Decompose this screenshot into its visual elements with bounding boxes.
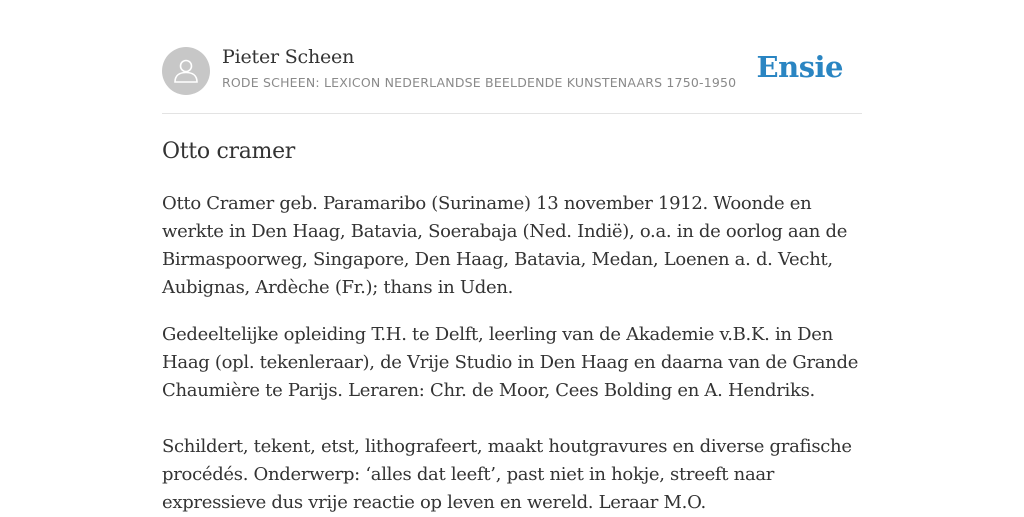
article-paragraph: Schildert, tekent, etst, lithografeert, maakt houtgravures en diverse grafische procédés. Onderwerp: ‘alles dat leeft’, past niet in hokje, streeft naar expressieve dus vrije reactie op leven en wereld. Leraar M.O. xyxy=(162,436,852,513)
article-paragraph: Otto Cramer geb. Paramaribo (Suriname) 13 november 1912. Woonde en werkte in Den Haag, Batavia, Soerabaja (Ned. Indië), o.a. in de oorlog aan de Birmaspoorweg, Singapore, Den Haag, Batavia, Medan, Loenen a. d. Vecht, Aubignas, Ardèche (Fr.); thans in Uden. xyxy=(162,193,848,298)
page-title: Otto cramer xyxy=(162,139,296,164)
source-title[interactable]: RODE SCHEEN: LEXICON NEDERLANDSE BEELDENDE KUNSTENAARS 1750-1950 xyxy=(222,75,737,90)
article-paragraph: Gedeeltelijke opleiding T.H. te Delft, leerling van de Akademie v.B.K. in Den Haag (opl. tekenleraar), de Vrije Studio in Den Haag en daarna van de Grande Chaumière te Parijs. Leraren: Chr. de Moor, Cees Bolding en A. Hendriks. xyxy=(162,324,859,401)
avatar[interactable] xyxy=(162,47,210,95)
brand-logo[interactable]: Ensie xyxy=(756,50,843,84)
page-container xyxy=(162,0,862,513)
user-icon xyxy=(172,57,200,85)
author-name[interactable]: Pieter Scheen xyxy=(222,46,355,68)
entry-header xyxy=(162,0,862,114)
